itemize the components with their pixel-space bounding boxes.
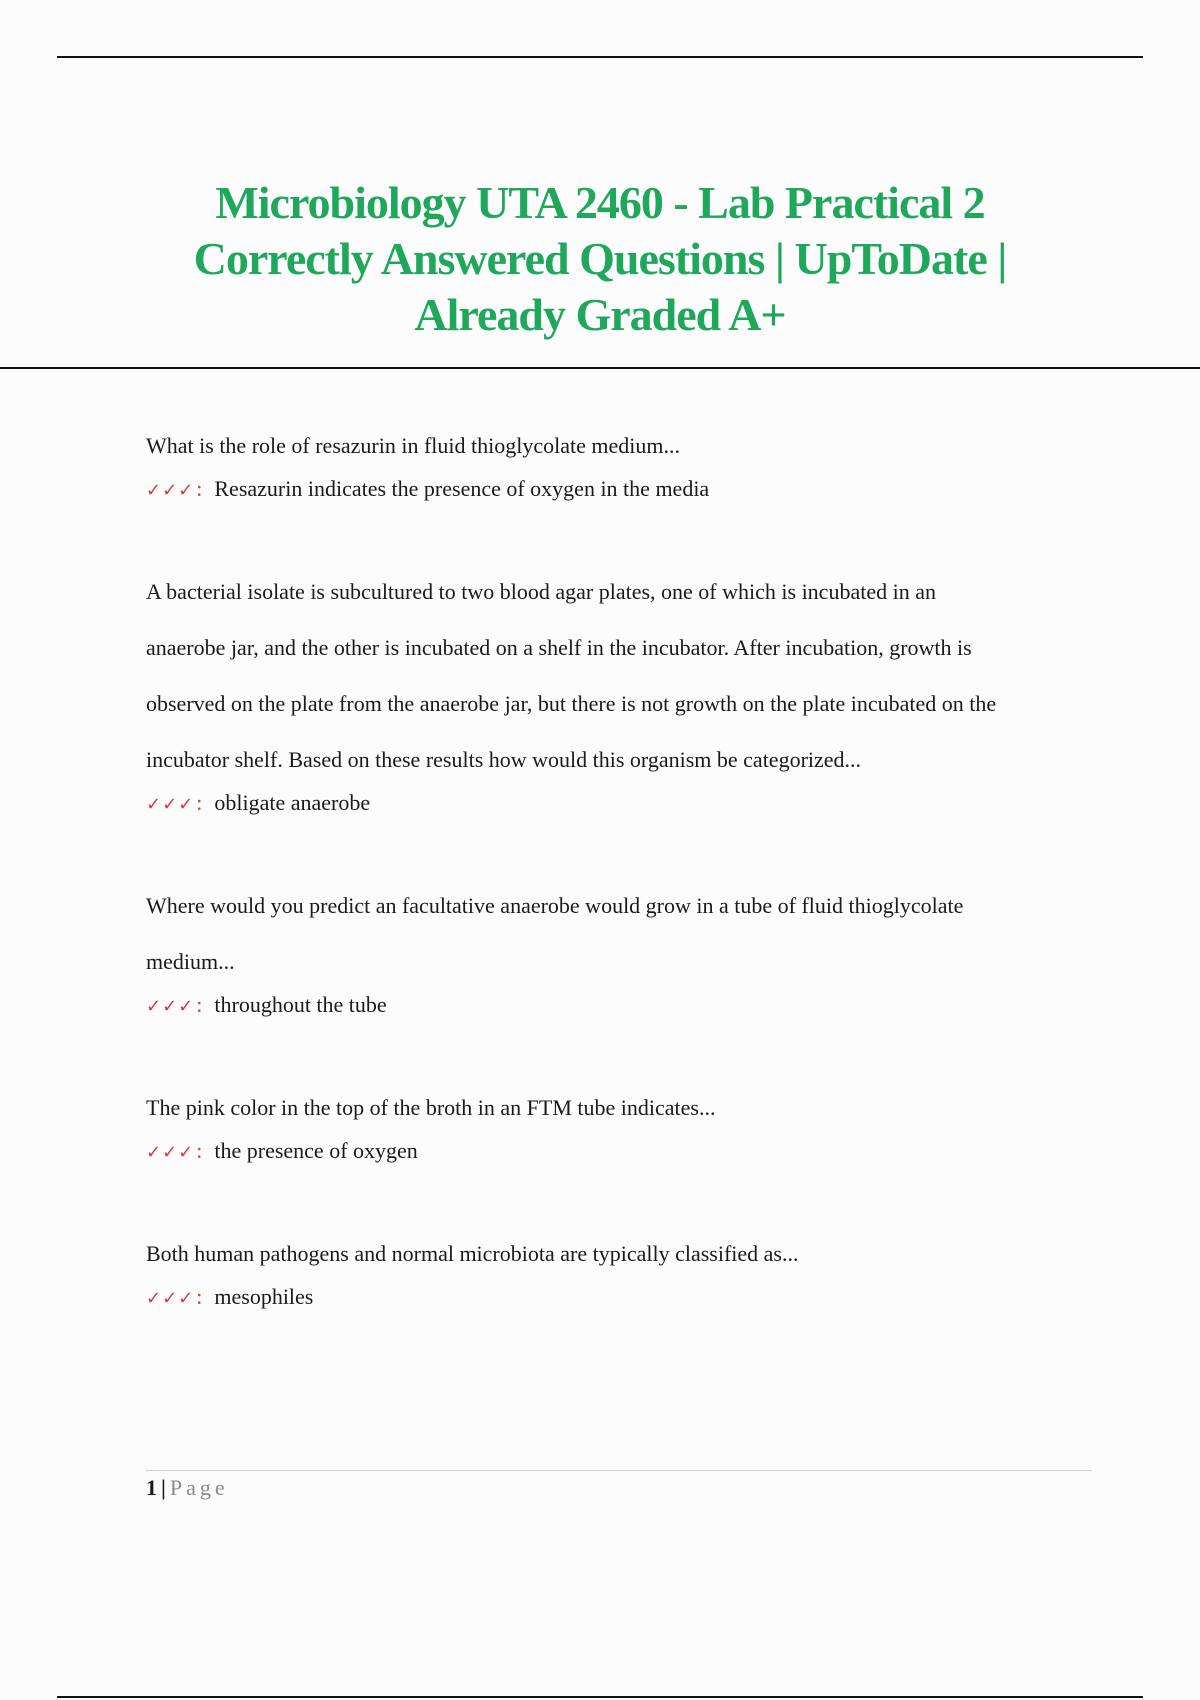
answer: [146, 1136, 1096, 1168]
title-line-1: Microbiology UTA 2460 - Lab Practical 2: [215, 176, 985, 228]
document-title: [100, 175, 1100, 343]
title-line-2: Correctly Answered Questions | UpToDate |: [193, 232, 1007, 284]
question-line: observed on the plate from the anaerobe jar, but there is not growth on the plate incubated on the: [146, 691, 997, 716]
checkmark-icon: ✓✓✓: [146, 480, 195, 501]
answer-text: throughout the tube: [214, 992, 387, 1017]
footer-divider: [146, 1470, 1092, 1471]
answer-separator: :: [196, 1138, 203, 1163]
title-divider: [0, 367, 1200, 369]
qa-item: [146, 1080, 1096, 1168]
checkmark-icon: ✓✓✓: [146, 794, 195, 815]
checkmark-icon: ✓✓✓: [146, 996, 195, 1017]
answer: [146, 990, 1096, 1022]
question-line: medium...: [146, 949, 235, 974]
question-line: incubator shelf. Based on these results how would this organism be categorized...: [146, 747, 862, 772]
page-number: 1: [146, 1475, 157, 1500]
answer-text: obligate anaerobe: [214, 790, 371, 815]
footer-separator: |: [161, 1475, 166, 1500]
question-line: A bacterial isolate is subcultured to two blood agar plates, one of which is incubated in an: [146, 579, 936, 604]
qa-list: [146, 418, 1096, 1314]
checkmark-icon: ✓✓✓: [146, 1288, 195, 1309]
page-label: Page: [169, 1475, 229, 1500]
answer: [146, 788, 1096, 820]
answer-separator: :: [196, 790, 203, 815]
checkmark-icon: ✓✓✓: [146, 1142, 195, 1163]
qa-item: [146, 418, 1096, 506]
answer-text: the presence of oxygen: [214, 1138, 418, 1163]
answer-separator: :: [196, 992, 203, 1017]
question-line: The pink color in the top of the broth in an FTM tube indicates...: [146, 1095, 716, 1120]
answer-separator: :: [196, 476, 203, 501]
answer-separator: :: [196, 1284, 203, 1309]
bottom-rule: [57, 1696, 1143, 1698]
answer: [146, 1282, 1096, 1314]
title-line-3: Already Graded A+: [414, 288, 786, 340]
question-line: anaerobe jar, and the other is incubated on a shelf in the incubator. After incubation, growth is: [146, 635, 972, 660]
answer-text: Resazurin indicates the presence of oxygen in the media: [214, 476, 710, 501]
qa-item: [146, 564, 1096, 820]
question-line: Both human pathogens and normal microbiota are typically classified as...: [146, 1241, 799, 1266]
question-line: What is the role of resazurin in fluid thioglycolate medium...: [146, 433, 680, 458]
page-footer: [146, 1474, 229, 1502]
answer: [146, 474, 1096, 506]
top-rule: [57, 56, 1143, 58]
qa-item: [146, 1226, 1096, 1314]
question-line: Where would you predict an facultative anaerobe would grow in a tube of fluid thioglycolate: [146, 893, 964, 918]
answer-text: mesophiles: [214, 1284, 314, 1309]
qa-item: [146, 878, 1096, 1022]
